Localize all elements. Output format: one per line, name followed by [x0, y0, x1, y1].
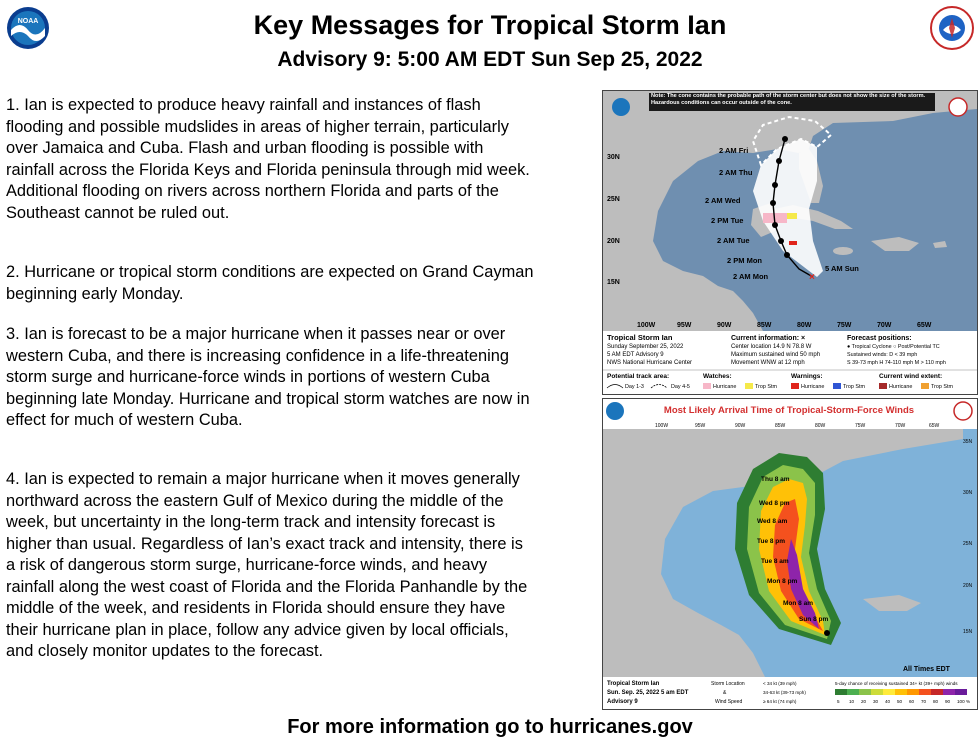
- lon-label: 90W: [717, 322, 732, 329]
- lon-label: 80W: [815, 423, 826, 429]
- lon-label: 85W: [757, 322, 772, 329]
- legend-wind-item: Hurricane: [889, 384, 913, 390]
- legend-storm-name: Tropical Storm Ian: [607, 333, 673, 342]
- probability-label: 60: [909, 699, 915, 704]
- probability-label: 30: [873, 699, 879, 704]
- nws-logo-small: [949, 98, 967, 116]
- legend-warnings-title: Warnings:: [791, 373, 823, 380]
- lon-label: 65W: [917, 322, 932, 329]
- probability-label: 50: [897, 699, 903, 704]
- key-message-2: 2. Hurricane or tropical storm conditions are expected on Grand Cayman beginning early Monday.: [6, 263, 534, 303]
- arrival-map-title: Most Likely Arrival Time of Tropical-Storm-Force Winds: [663, 405, 915, 416]
- lon-label: 100W: [637, 322, 656, 329]
- noaa-logo-small: [606, 402, 624, 420]
- svg-text:×: ×: [809, 272, 815, 283]
- legend-storm-name: Tropical Storm Ian: [607, 681, 660, 687]
- land-jamaica: [833, 247, 853, 255]
- arrival-label: Wed 8 pm: [759, 500, 790, 507]
- nws-logo-small: [954, 402, 972, 420]
- probability-swatch: [847, 689, 859, 695]
- probability-label: 80: [933, 699, 939, 704]
- legend-current-info: Maximum sustained wind 50 mph: [731, 352, 821, 358]
- probability-label: 70: [921, 699, 927, 704]
- arrival-label: Wed 8 am: [757, 518, 788, 525]
- lon-label: 70W: [895, 423, 906, 429]
- arrival-label: Sun 8 pm: [799, 616, 829, 623]
- legend-forecast-item: S 39-73 mph H 74-110 mph M > 110 mph: [847, 360, 946, 366]
- probability-label: 5: [837, 699, 840, 704]
- legend-watches-title: Watches:: [703, 373, 732, 380]
- legend-current-info-title: Current information: ×: [731, 335, 806, 342]
- probability-swatch: [931, 689, 943, 695]
- cone-map-panel: [602, 90, 978, 395]
- legend-warning-item: Hurricane: [801, 384, 825, 390]
- probability-label: 90: [945, 699, 951, 704]
- arrival-label: Tue 8 am: [761, 558, 789, 565]
- legend-forecast-title: Forecast positions:: [847, 335, 912, 342]
- lon-label: 75W: [855, 423, 866, 429]
- legend-wind-item: Trop Stm: [931, 384, 953, 390]
- lat-label: 25N: [607, 196, 620, 203]
- lat-label: 15N: [963, 629, 973, 635]
- svg-text:NOAA: NOAA: [17, 18, 39, 25]
- legend-current-info: Movement WNW at 12 mph: [731, 360, 805, 366]
- probability-label: 100 %: [957, 699, 971, 704]
- lat-label: 20N: [963, 583, 973, 589]
- probability-swatch: [859, 689, 871, 695]
- lon-label: 90W: [735, 423, 746, 429]
- probability-swatch: [943, 689, 955, 695]
- arrival-map: [603, 399, 977, 709]
- legend-current-info: Center location 14.9 N 78.8 W: [731, 344, 812, 350]
- page-title: Key Messages for Tropical Storm Ian: [253, 10, 727, 40]
- legend-wind-item: ≥ 64 kt (74 mph): [763, 699, 797, 704]
- key-message-4: 4. Ian is expected to remain a major hurricane when it moves generally northward across the eastern Gulf of Mexico during the middle of the week, but uncertainty in the long-term track and intensity forecast is higher than usual. Regardless of Ian’s exact track and intensity, there is a risk of dangerous storm surge, hurricane-force winds, and heavy rainfall along the west coast of Florida and the Florida Panhandle by the middle of the week, and residents in Florida should ensure they have their hurricane plan in place, follow any advice given by local officials, and closely monitor updates to the forecast.: [6, 470, 528, 660]
- legend-track-item: Day 4-5: [671, 384, 690, 390]
- legend-wind-item: 34-63 kt (39-73 mph): [763, 690, 806, 695]
- legend-wind-extent-title: Current wind extent:: [879, 373, 943, 380]
- arrival-label: Mon 8 pm: [767, 578, 798, 585]
- track-label-wed: 2 AM Wed: [705, 196, 741, 205]
- probability-swatch: [883, 689, 895, 695]
- lon-label: 75W: [837, 322, 852, 329]
- legend-wind-item: < 34 kt (39 mph): [763, 681, 797, 686]
- track-label-fri: 2 AM Fri: [719, 146, 749, 155]
- lat-label: 25N: [963, 541, 973, 547]
- legend-wind-speed: Wind Speed: [715, 699, 743, 705]
- cone-note: Note: The cone contains the probable path of the storm center but does not show the size of the storm. Hazardous conditions can occur outside of the cone.: [651, 93, 926, 106]
- arrival-label: Thu 8 am: [761, 476, 790, 483]
- lat-label: 35N: [963, 439, 973, 445]
- legend-forecast-item: ● Tropical Cyclone ○ Post/Potential TC: [847, 344, 940, 350]
- lon-label: 80W: [797, 322, 812, 329]
- legend-and: &: [723, 690, 727, 696]
- legend-track-area-title: Potential track area:: [607, 373, 670, 380]
- all-times-label: All Times EDT: [903, 666, 950, 673]
- ts-watch-area: [787, 213, 797, 219]
- probability-label: 40: [885, 699, 891, 704]
- probability-swatch: [835, 689, 847, 695]
- lon-label: 95W: [677, 322, 692, 329]
- legend-warning-item: Trop Stm: [843, 384, 865, 390]
- legend-advisory: 5 AM EDT Advisory 9: [607, 352, 664, 358]
- legend-watch-item: Hurricane: [713, 384, 737, 390]
- probability-swatch: [871, 689, 883, 695]
- track-label-thu: 2 AM Thu: [719, 168, 753, 177]
- lat-label: 20N: [607, 238, 620, 245]
- noaa-logo-small: [612, 98, 630, 116]
- legend-storm-location: Storm Location: [711, 681, 745, 687]
- footer-link-text[interactable]: For more information go to hurricanes.gov: [287, 716, 693, 738]
- key-message-1: 1. Ian is expected to produce heavy rainfall and instances of flash flooding and possible mudslides in areas of higher terrain, particularly over Jamaica and Cuba. Flash and urban flooding is possible with rainfall across the Florida Keys and Florida peninsula through mid week. Additional flooding on rivers across northern Florida and parts of the Southeast cannot be ruled out.: [6, 96, 530, 222]
- cone-map: [603, 91, 977, 394]
- probability-swatch: [955, 689, 967, 695]
- probability-swatch: [907, 689, 919, 695]
- legend-probability-title: 5-day chance of receiving sustained 34+ kt (39+ mph) winds: [835, 681, 958, 686]
- arrival-label: Tue 8 pm: [757, 538, 786, 545]
- lon-label: 70W: [877, 322, 892, 329]
- track-label-tue-pm: 2 PM Tue: [711, 216, 744, 225]
- hurricane-warning-area: [789, 241, 797, 245]
- key-message-3: 3. Ian is forecast to be a major hurricane when it passes near or over western Cuba, and there is increasing confidence in a life-threatening storm surge and hurricane-force winds in portions of western Cuba beginning late Monday. Hurricane and tropical storm watches are now in effect for much of western Cuba.: [6, 325, 530, 429]
- probability-swatch: [895, 689, 907, 695]
- arrival-label: Mon 8 am: [783, 600, 813, 607]
- track-label-tue-am: 2 AM Tue: [717, 236, 750, 245]
- lat-label: 15N: [607, 279, 620, 286]
- legend-date: Sunday September 25, 2022: [607, 344, 684, 350]
- storm-location: [824, 630, 830, 636]
- track-label-mon-am: 2 AM Mon: [733, 272, 769, 281]
- probability-label: 20: [861, 699, 867, 704]
- legend-center: NWS National Hurricane Center: [607, 360, 693, 366]
- legend-advisory: Advisory 9: [607, 699, 638, 705]
- probability-label: 10: [849, 699, 855, 704]
- lon-label: 95W: [695, 423, 706, 429]
- arrival-map-panel: [602, 398, 978, 710]
- lat-label: 30N: [607, 154, 620, 161]
- page-subtitle: Advisory 9: 5:00 AM EDT Sun Sep 25, 2022: [277, 48, 703, 71]
- legend-date: Sun. Sep. 25, 2022 5 am EDT: [607, 690, 689, 696]
- lon-label: 100W: [655, 423, 669, 429]
- track-label-mon-pm: 2 PM Mon: [727, 256, 762, 265]
- lat-label: 30N: [963, 490, 973, 496]
- probability-color-bar: [835, 689, 967, 695]
- legend-track-item: Day 1-3: [625, 384, 644, 390]
- legend-forecast-item: Sustained winds: D < 39 mph: [847, 352, 918, 358]
- legend-watch-item: Trop Stm: [755, 384, 777, 390]
- lon-label: 85W: [775, 423, 786, 429]
- probability-swatch: [919, 689, 931, 695]
- track-label-sun: 5 AM Sun: [825, 264, 859, 273]
- lon-label: 65W: [929, 423, 940, 429]
